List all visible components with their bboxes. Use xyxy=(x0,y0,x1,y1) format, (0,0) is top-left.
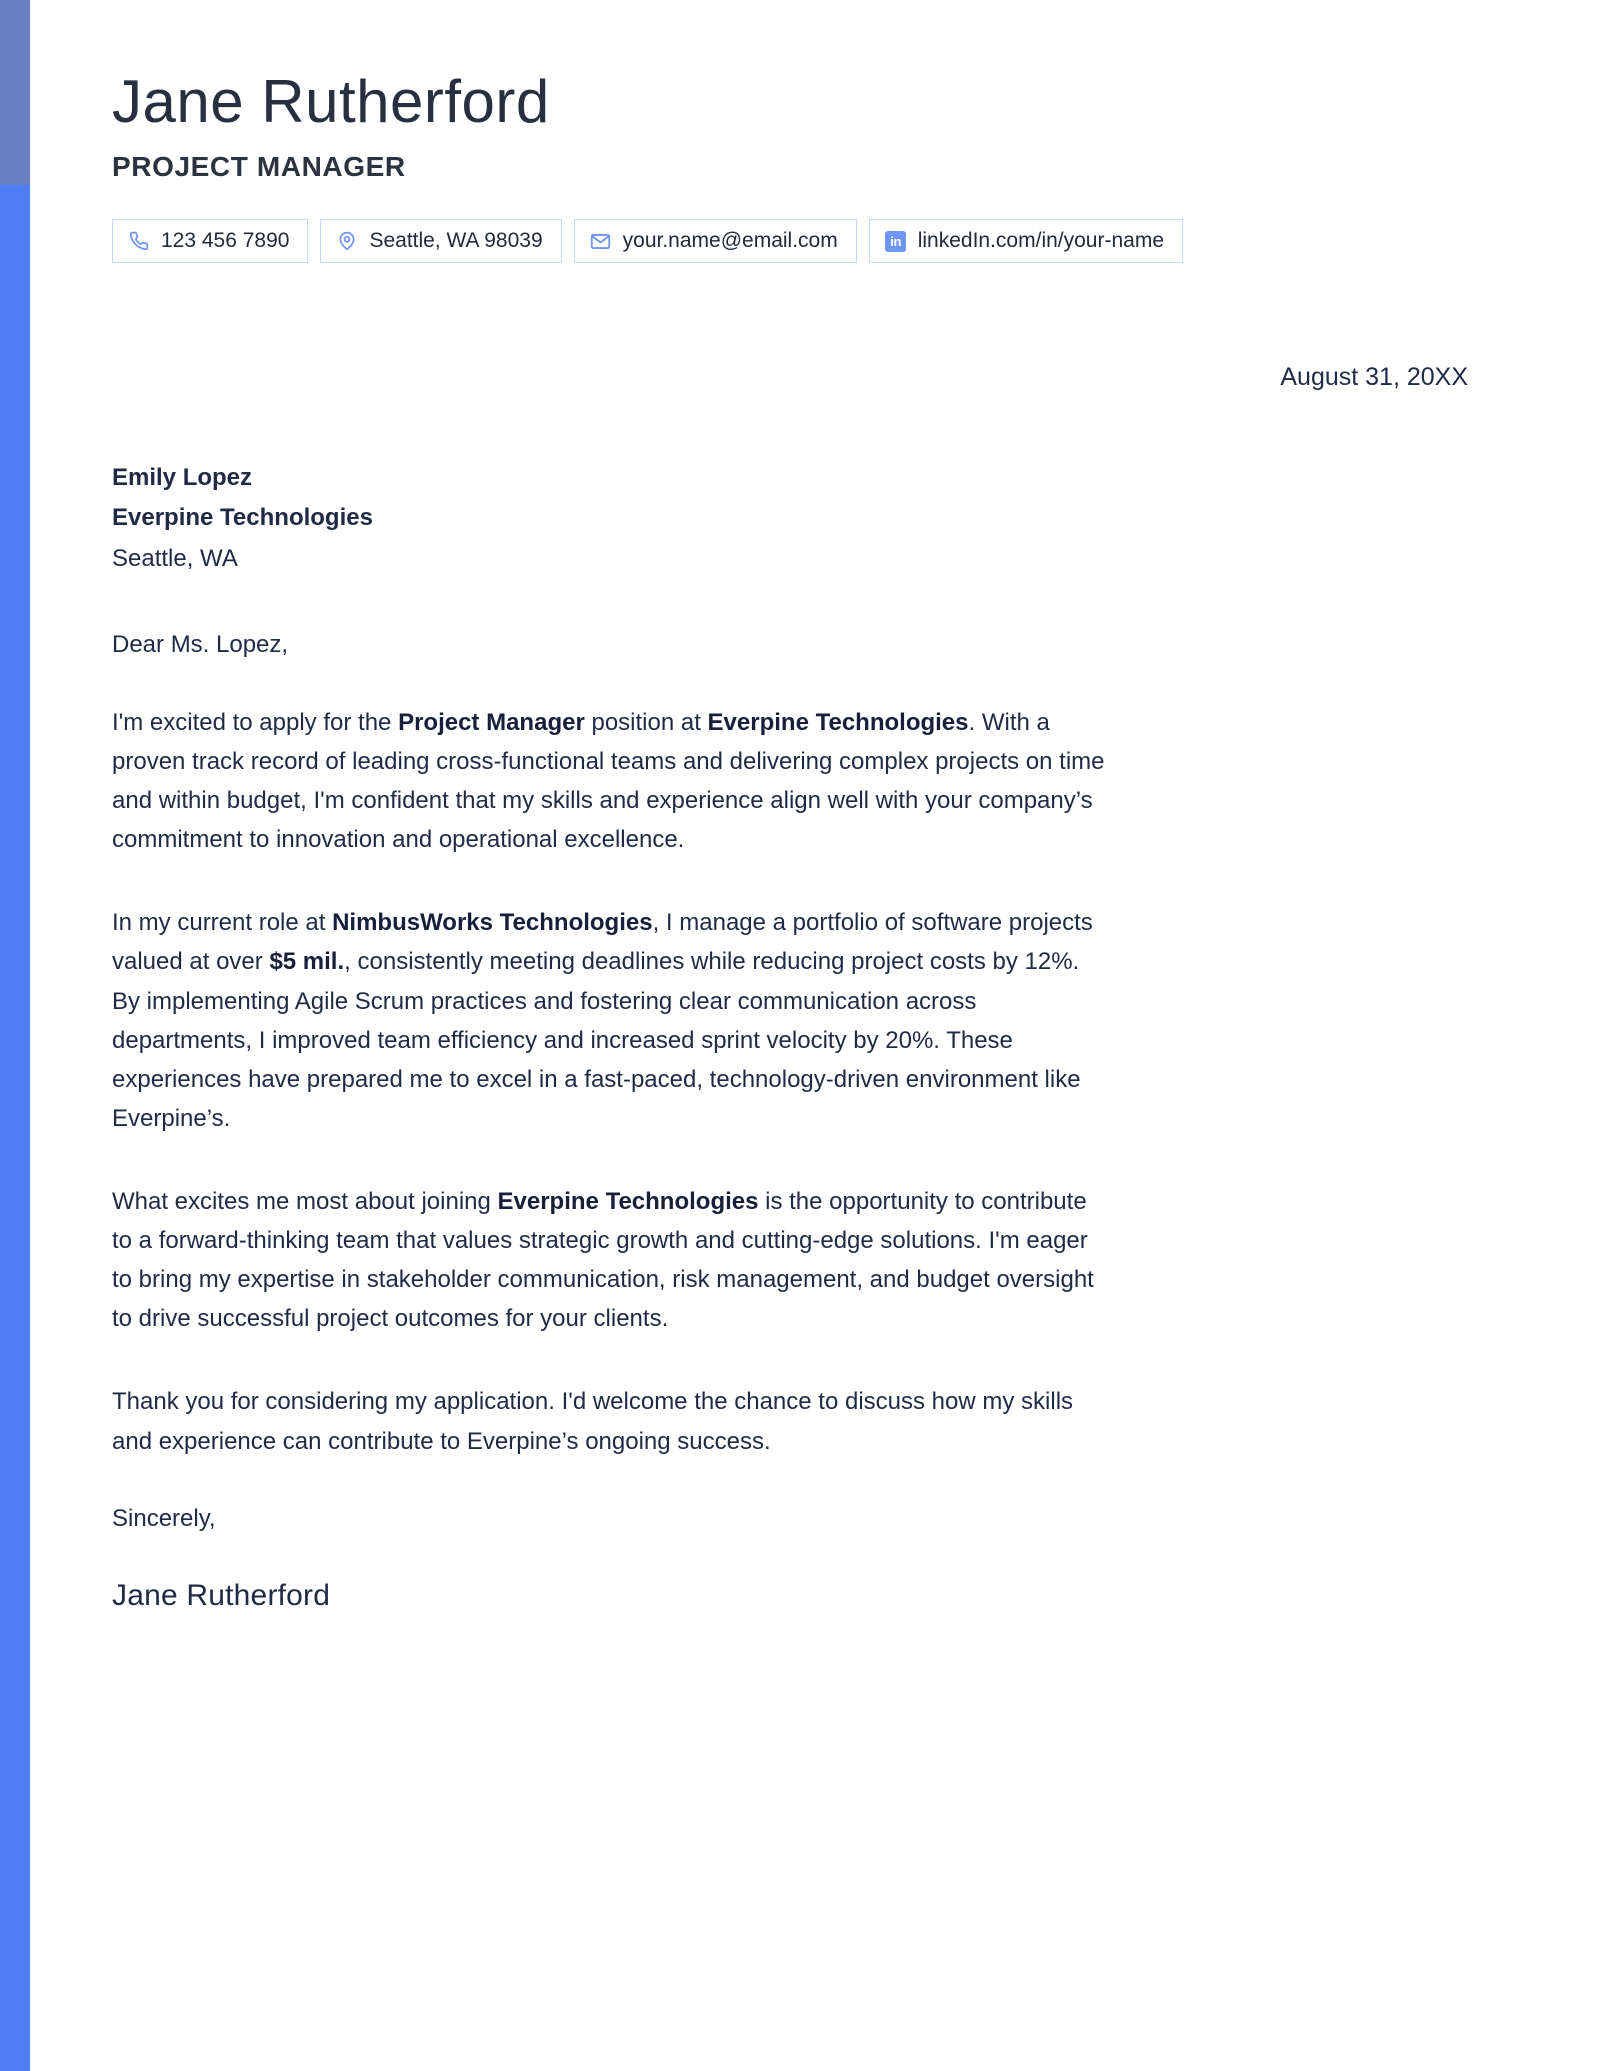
applicant-job-title: PROJECT MANAGER xyxy=(112,151,406,182)
contact-value-email: your.name@email.com xyxy=(622,229,838,252)
left-accent-bar xyxy=(0,0,30,2071)
salutation: Dear Ms. Lopez, xyxy=(112,630,289,658)
recipient-company: Everpine Technologies xyxy=(112,504,373,532)
cover-letter-page xyxy=(30,0,1600,2071)
letterhead xyxy=(112,70,1470,263)
recipient-block xyxy=(112,458,1470,579)
location-icon xyxy=(336,230,358,252)
contact-row xyxy=(112,219,1470,263)
phone-icon xyxy=(128,230,150,252)
contact-value-linkedin: linkedIn.com/in/your-name xyxy=(917,229,1164,252)
applicant-name: Jane Rutherford xyxy=(112,68,550,135)
email-icon xyxy=(590,230,612,252)
contact-value-location: Seattle, WA 98039 xyxy=(369,229,543,252)
linkedin-icon xyxy=(885,230,907,252)
letter-body xyxy=(112,703,1470,1461)
emphasis-text: Everpine Technologies xyxy=(497,1188,759,1216)
closing-line: Sincerely, xyxy=(112,1504,216,1532)
body-paragraph-4: Thank you for considering my application. I'd welcome the chance to discuss how my skills and experience can contribute to Everpine’s ongoing success. xyxy=(112,1388,1074,1455)
signature: Jane Rutherford xyxy=(112,1578,331,1612)
accent-band-top xyxy=(0,0,30,185)
emphasis-text: Project Manager xyxy=(398,708,585,736)
body-paragraph-1: I'm excited to apply for the Project Manager position at Everpine Technologies. With a proven track record of leading cross-functional teams and delivering complex projects on time and within budget, I'm confident that my skills and experience align well with your company’s commitment to innovation and operational excellence. xyxy=(112,708,1105,854)
emphasis-text: $5 mil. xyxy=(269,948,345,976)
linkedin-badge-text: in xyxy=(885,231,906,252)
contact-value-phone: 123 456 7890 xyxy=(161,229,290,252)
emphasis-text: Everpine Technologies xyxy=(707,708,969,736)
contact-chip-linkedin[interactable] xyxy=(869,219,1183,263)
recipient-name: Emily Lopez xyxy=(112,464,253,491)
contact-chip-location[interactable] xyxy=(320,219,561,263)
accent-band-bottom xyxy=(0,185,30,2071)
recipient-location: Seattle, WA xyxy=(112,544,238,572)
body-paragraph-3: What excites me most about joining Everpine Technologies is the opportunity to contribute to a forward-thinking team that values strategic growth and cutting-edge solutions. I'm eager to bring my expertise in stakeholder communication, risk management, and budget oversight to drive successful project outcomes for your clients. xyxy=(112,1188,1094,1333)
contact-chip-email[interactable] xyxy=(574,219,857,263)
body-paragraph-2: In my current role at NimbusWorks Technologies, I manage a portfolio of software projects valued at over $5 mil., consistently meeting deadlines while reducing project costs by 12%. By implementing Agile Scrum practices and fostering clear communication across departments, I improved team efficiency and increased sprint velocity by 20%. These experiences have prepared me to excel in a fast-paced, technology-driven environment like Everpine’s. xyxy=(112,909,1093,1132)
contact-chip-phone[interactable] xyxy=(112,219,308,263)
letter-date: August 31, 20XX xyxy=(1280,363,1468,391)
emphasis-text: NimbusWorks Technologies xyxy=(332,909,653,937)
